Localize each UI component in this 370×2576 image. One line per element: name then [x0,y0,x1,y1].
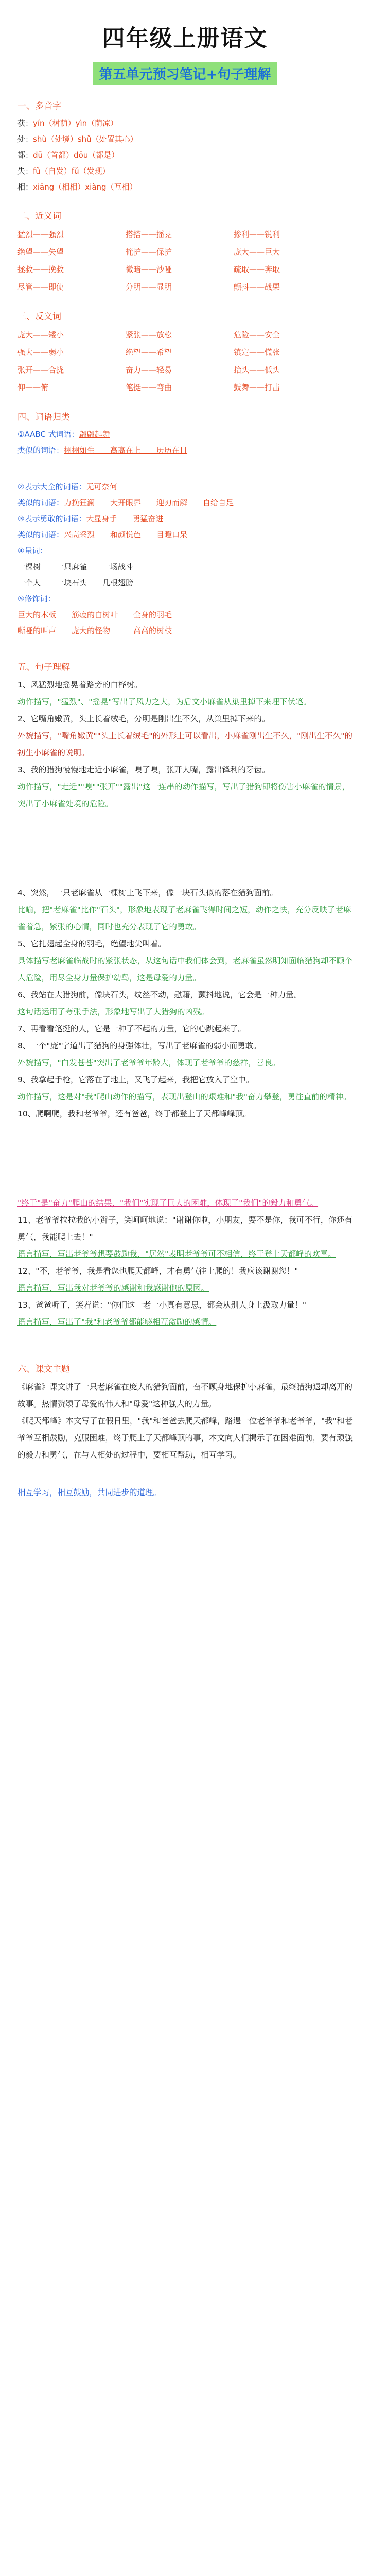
antonym-row: 庞大——矮小 紧张——放松 危险——安全 [17,330,280,340]
page-subtitle: 第五单元预习笔记+句子理解 [93,62,277,85]
antonym-row: 仰——俯 笔挺——弯曲 鼓舞——打击 [17,383,280,392]
polyphonic-item: 处：shù（处境）shǔ（处置其心） [17,134,138,144]
polyphonic-item: 相：xiāng（相相）xiàng（互相） [17,182,137,192]
category-line: ①AABC 式词语：翩翩起舞 [17,430,110,439]
section-theme-title: 六、课文主题 [17,1364,70,1375]
synonym-row: 绝望——失望 掩护——保护 庞大——巨大 [17,247,280,257]
polyphonic-item: 失：fǔ（自发）fǔ（发现） [17,166,110,176]
sentence-text: 1、风猛烈地摇晃着路旁的白桦树。 [17,680,143,689]
sentence-comment: 具体描写老麻雀临战时的紧张状态，从这句话中我们体会到，老麻雀虽然明知面临猎狗却不顾个人危险，用尽全身力量保护幼鸟，这是母爱的力量。 [17,956,353,982]
sentence-text: 13、爸爸听了，笑着说："你们这一老一小真有意思，都会从别人身上汲取力量！" [17,1300,306,1310]
category-line: 一棵树 一只麻雀 一场战斗 [17,562,134,571]
sentence-comment: 语言描写，写出我对老爷爷的感谢和我感谢他的原因。 [17,1283,209,1293]
category-line: 类似的词语：兴高采烈 和颜悦色 目瞪口呆 [17,530,188,539]
synonym-row: 拯救——挽救 微暗——沙哑 疏取——奔取 [17,265,280,274]
sentence-text: 4、突然，一只老麻雀从一棵树上飞下来，像一块石头似的落在猎狗面前。 [17,888,278,897]
sentence-text: 9、我拿起手枪，它落在了地上，又飞了起来，我把它放入了空中。 [17,1075,254,1084]
category-line: 嘶哑的叫声 庞大的怪物 高高的树枝 [17,626,172,635]
sentence-text: 2、它嘴角嫩黄，头上长着绒毛，分明是刚出生不久，从巢里掉下来的。 [17,714,270,723]
sentence-text: 8、一个"庞"字道出了猎狗的身强体壮，写出了老麻雀的弱小而勇敢。 [17,1041,261,1050]
antonym-row: 张开——合拢 奋力——轻易 抬头——低头 [17,365,280,375]
sentence-text: 7、再看看笔挺的人，它是一种了不起的力量，它的心跳起来了。 [17,1024,246,1033]
sentence-comment: 动作描写，"猛烈"、"摇晃"写出了风力之大，为后文小麻雀从巢里掉下来埋下伏笔。 [17,697,312,706]
sentence-comment: 语言描写，写出老爷爷想要鼓励我，"居然"表明老爷爷可不相信，终于登上天都峰的欢喜。 [17,1249,336,1259]
category-line: ⑤修饰词： [17,594,56,603]
sentence-comment: 语言描写，写出了"我"和老爷爷都能够相互激励的感情。 [17,1317,217,1327]
section-word-category-title: 四、词语归类 [17,412,70,422]
closing-line: 相互学习，相互鼓励，共同进步的道理。 [17,1488,162,1497]
sentence-comment: 这句话运用了夸张手法，形象地写出了大猎狗的凶残。 [17,1007,209,1016]
category-line: 一个人 一块石头 几根翅膀 [17,578,134,587]
subtitle-wrap [17,62,353,85]
section-polyphonic-title: 一、多音字 [17,101,61,111]
theme-paragraph: 《爬天都峰》本文写了在假日里，"我"和爸爸去爬天都峰，路遇一位老爷爷和老爷爷，"我"和老爷爷互相鼓励，克服困难，终于爬上了天都峰顶的事，本文向人们揭示了在困难面前，要有顽强的毅力和勇气，在与人相处的过程中，要相互帮助，相互学习。 [17,1416,353,1460]
theme-paragraph: 《麻雀》课文讲了一只老麻雀在庞大的猎狗面前，奋不顾身地保护小麻雀，最终猎狗退却离开的故事。热情赞颂了母爱的伟大和"母爱"这种强大的力量。 [17,1382,353,1409]
section-sentence-title: 五、句子理解 [17,662,70,672]
polyphonic-item: 获：yín（树荫）yìn（荫凉） [17,118,118,128]
synonym-row: 尽管——即使 分明——显明 颤抖——战栗 [17,282,280,292]
sentence-text: 5、它扎翅起全身的羽毛，绝望地尖叫着。 [17,939,166,948]
category-line: 巨大的木板 筋疲的白树叶 全身的羽毛 [17,610,172,619]
category-line: ③表示勇敢的词语：大显身手 勇猛奋进 [17,514,164,523]
page-title: 四年级上册语文 [102,25,268,52]
synonym-row: 猛烈——强烈 搭搭——摇晃 掺利——锐利 [17,230,280,239]
sentence-text: 6、我站在大猎狗前，像块石头，纹丝不动，慰藉，颤抖地说，它会是一种力量。 [17,990,302,999]
synonym-grid [17,226,353,296]
sentence-text: 12、"不，老爷爷，我是看您也爬天都峰，才有勇气往上爬的！我应该谢谢您！" [17,1266,298,1276]
sentence-text: 11、老爷爷拉拉我的小辫子，笑呵呵地说："谢谢你啦，小朋友，要不是你，我可不行，你还有勇气，我能爬上去！" [17,1215,353,1242]
sentence-text: 3、我的猎狗慢慢地走近小麻雀，嗅了嗅，张开大嘴，露出锋利的牙齿。 [17,765,270,774]
antonym-row: 强大——弱小 绝望——希望 镇定——慌张 [17,348,280,357]
polyphonic-item: 都：dū（首都）dōu（都是） [17,150,119,160]
category-line: ④量词： [17,546,48,555]
sentence-comment: 动作描写，"走近""嗅""张开""露出"这一连串的动作描写，写出了猎狗即将伤害小麻雀的情景，突出了小麻雀处境的危险。 [17,782,350,808]
category-line: 类似的词语：栩栩如生 高高在上 历历在目 [17,446,188,455]
section-synonym-title: 二、近义词 [17,211,61,222]
section-antonym-title: 三、反义词 [17,312,61,322]
antonym-grid [17,326,353,396]
sentence-comment: 外貌描写，"白发苍苍"突出了老爷爷年龄大，体现了老爷爷的慈祥，善良。 [17,1058,280,1067]
category-line: ②表示大全的词语：无可奈何 [17,482,117,492]
sentence-text: 10、爬啊爬，我和老爷爷，还有爸爸，终于都登上了天都峰峰顶。 [17,1109,251,1118]
sentence-text: 外貌描写，"嘴角嫩黄""头上长着绒毛"的外形上可以看出，小麻雀刚出生不久，"刚出生不久"的初生小麻雀的说明。 [17,731,353,757]
sentence-comment: 动作描写，这是对"我"爬山动作的描写，表现出登山的艰难和"我"奋力攀登，勇往直前的精神。 [17,1092,351,1101]
category-line: 类似的词语：力挽狂澜 大开眼界 迎刃而解 自给自足 [17,498,234,507]
sentence-comment: 比喻，把"老麻雀"比作"石头"，形象地表现了老麻雀飞得时间之短，动作之快，充分反映了老麻雀着急，紧张的心情，同时也充分表现了它的勇敢。 [17,905,351,931]
sentence-comment: "终于"是"奋力"爬山的结果，"我们"实现了巨大的困难，体现了"我们"的毅力和勇气。 [17,1198,319,1208]
